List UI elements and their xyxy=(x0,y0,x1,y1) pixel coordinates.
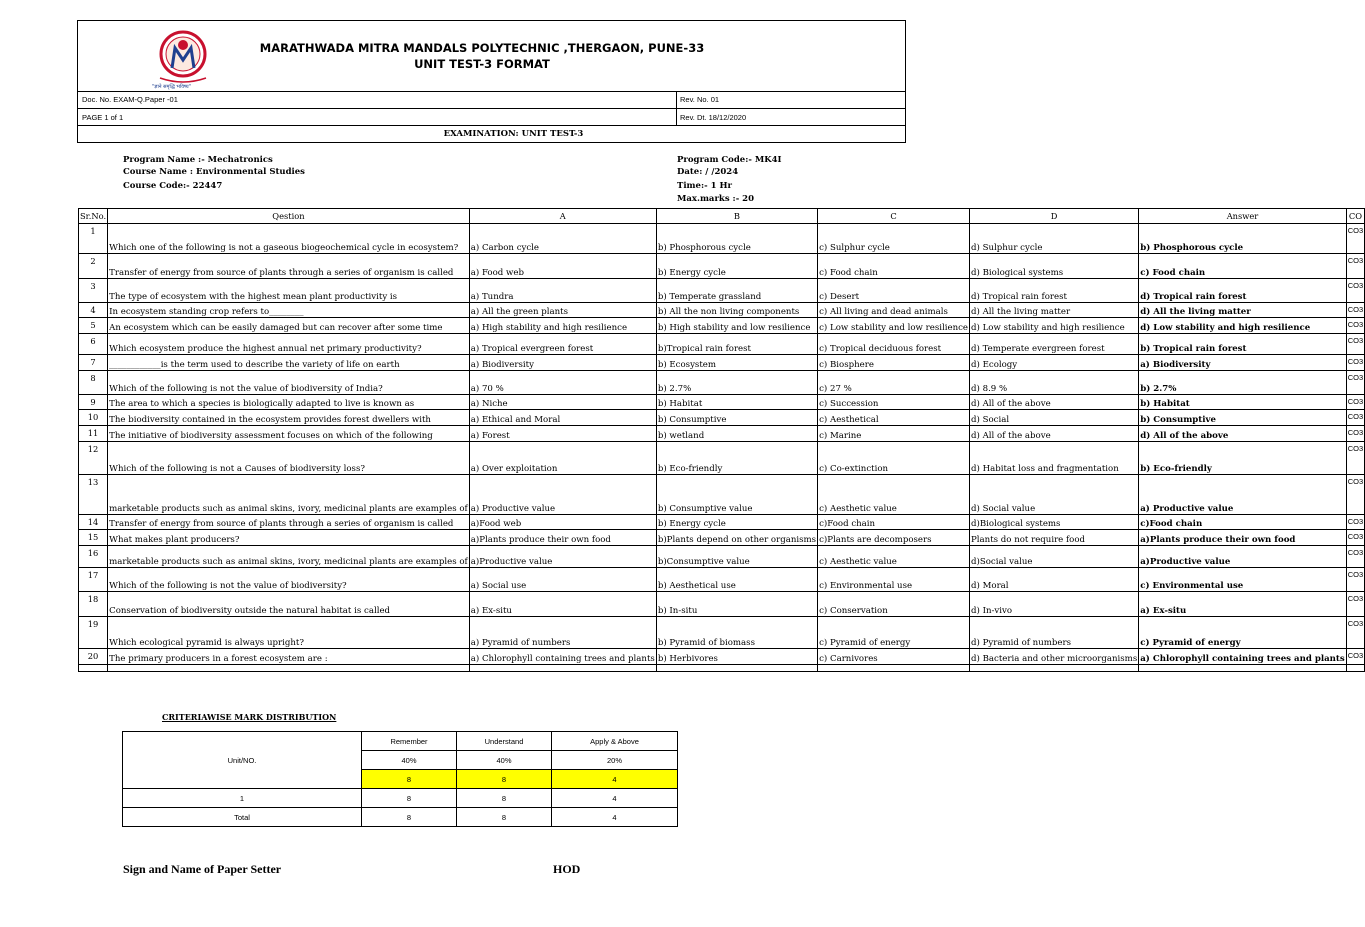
table-row xyxy=(79,426,1365,442)
question-number: 8 xyxy=(79,371,108,395)
answer: b) Consumptive xyxy=(1139,410,1347,426)
total-understand: 8 xyxy=(457,808,552,827)
answer: b) Habitat xyxy=(1139,395,1347,410)
revision-number: Rev. No. 01 xyxy=(680,95,720,104)
total-label: Total xyxy=(123,808,362,827)
option-b: b) wetland xyxy=(656,426,817,442)
question-number: 4 xyxy=(79,303,108,318)
question-text: Which of the following is not the value of biodiversity of India? xyxy=(108,371,470,395)
option-b: b) Phosphorous cycle xyxy=(656,224,817,254)
header-divider-1 xyxy=(77,91,906,92)
option-b: b) Ecosystem xyxy=(656,355,817,371)
table-row xyxy=(79,649,1365,665)
table-row xyxy=(79,410,1365,426)
institute-name: MARATHWADA MITRA MANDALS POLYTECHNIC ,THERGAON, PUNE-33 xyxy=(259,41,705,55)
hod-signature-label: HOD xyxy=(553,862,581,876)
option-d: d) All of the above xyxy=(970,426,1139,442)
course-outcome: CO3 xyxy=(1346,303,1364,318)
option-d: d)Social value xyxy=(970,546,1139,568)
header-divider-3 xyxy=(77,125,906,126)
option-a: a) High stability and high resilience xyxy=(469,318,656,334)
criteria-header-row xyxy=(123,732,678,751)
table-row xyxy=(79,303,1365,318)
option-c: c) Pyramid of energy xyxy=(818,617,970,649)
question-number: 11 xyxy=(79,426,108,442)
option-d: d) Habitat loss and fragmentation xyxy=(970,442,1139,475)
exam-time: Time:- 1 Hr xyxy=(677,181,732,191)
table-row xyxy=(79,279,1365,303)
option-a: a)Plants produce their own food xyxy=(469,530,656,546)
option-a: a) Tropical evergreen forest xyxy=(469,334,656,355)
question-text: In ecosystem standing crop refers to________ xyxy=(108,303,470,318)
question-number: 16 xyxy=(79,546,108,568)
option-b: b) Aesthetical use xyxy=(656,568,817,592)
option-d: d)Biological systems xyxy=(970,515,1139,530)
answer: a) Ex-situ xyxy=(1139,592,1347,617)
table-row xyxy=(79,254,1365,279)
option-a: a)Food web xyxy=(469,515,656,530)
course-outcome: CO3 xyxy=(1346,426,1364,442)
format-title: UNIT TEST-3 FORMAT xyxy=(414,57,550,71)
course-outcome: CO3 xyxy=(1346,254,1364,279)
option-a: a) Over exploitation xyxy=(469,442,656,475)
option-b: b) Herbivores xyxy=(656,649,817,665)
question-number: 20 xyxy=(79,649,108,665)
option-b: b) All the non living components xyxy=(656,303,817,318)
paper-setter-signature-label: Sign and Name of Paper Setter xyxy=(123,862,282,876)
option-b: b) 2.7% xyxy=(656,371,817,395)
table-row xyxy=(79,617,1365,649)
page-number: PAGE 1 of 1 xyxy=(82,113,124,122)
answer: b) 2.7% xyxy=(1139,371,1347,395)
option-b: b)Tropical rain forest xyxy=(656,334,817,355)
option-d: d) Sulphur cycle xyxy=(970,224,1139,254)
option-a: a) Food web xyxy=(469,254,656,279)
option-b: b) Eco-friendly xyxy=(656,442,817,475)
answer: d) Low stability and high resilience xyxy=(1139,318,1347,334)
question-text: ____________is the term used to describe the variety of life on earth xyxy=(108,355,470,371)
question-number: 15 xyxy=(79,530,108,546)
question-text: Transfer of energy from source of plants through a series of organism is called xyxy=(108,254,470,279)
course-name: Course Name : Environmental Studies xyxy=(123,167,305,177)
unit-remember: 8 xyxy=(362,789,457,808)
question-text: The primary producers in a forest ecosystem are : xyxy=(108,649,470,665)
course-outcome: CO3 xyxy=(1346,568,1364,592)
question-number: 14 xyxy=(79,515,108,530)
question-text: Transfer of energy from source of plants through a series of organism is called xyxy=(108,515,470,530)
option-b: b) High stability and low resilience xyxy=(656,318,817,334)
header-sr-no: Sr.No. xyxy=(79,209,108,224)
option-c: c) 27 % xyxy=(818,371,970,395)
option-b: b) Consumptive value xyxy=(656,475,817,515)
course-outcome: CO3 xyxy=(1346,515,1364,530)
option-c: c)Food chain xyxy=(818,515,970,530)
option-c: c) Biosphere xyxy=(818,355,970,371)
option-c: c) Tropical deciduous forest xyxy=(818,334,970,355)
option-a: a) Tundra xyxy=(469,279,656,303)
program-name: Program Name :- Mechatronics xyxy=(123,155,273,165)
option-b: b) Temperate grassland xyxy=(656,279,817,303)
option-d: d) Moral xyxy=(970,568,1139,592)
criteria-unit-row xyxy=(123,789,678,808)
revision-date: Rev. Dt. 18/12/2020 xyxy=(680,113,747,122)
table-header-row xyxy=(79,209,1365,224)
question-table xyxy=(78,208,1365,672)
course-outcome: CO3 xyxy=(1346,410,1364,426)
table-row xyxy=(79,568,1365,592)
course-outcome: CO3 xyxy=(1346,530,1364,546)
course-outcome: CO3 xyxy=(1346,355,1364,371)
course-outcome: CO3 xyxy=(1346,617,1364,649)
col-remember: Remember xyxy=(362,732,457,751)
question-number: 19 xyxy=(79,617,108,649)
option-b: b) Consumptive xyxy=(656,410,817,426)
answer: d) All of the above xyxy=(1139,426,1347,442)
question-text: The initiative of biodiversity assessment focuses on which of the following xyxy=(108,426,470,442)
option-d: d) Social value xyxy=(970,475,1139,515)
option-a: a) Carbon cycle xyxy=(469,224,656,254)
question-text: What makes plant producers? xyxy=(108,530,470,546)
col-understand: Understand xyxy=(457,732,552,751)
marks-understand: 8 xyxy=(457,770,552,789)
table-row xyxy=(79,355,1365,371)
col-apply: Apply & Above xyxy=(552,732,678,751)
unit-understand: 8 xyxy=(457,789,552,808)
table-row xyxy=(79,592,1365,617)
exam-title: EXAMINATION: UNIT TEST-3 xyxy=(443,129,584,139)
option-c: c) Co-extinction xyxy=(818,442,970,475)
table-row xyxy=(79,442,1365,475)
option-c: c)Plants are decomposers xyxy=(818,530,970,546)
question-number: 17 xyxy=(79,568,108,592)
table-row xyxy=(79,318,1365,334)
course-outcome: CO3 xyxy=(1346,371,1364,395)
option-c: c) Aesthetical xyxy=(818,410,970,426)
header-option-b: B xyxy=(656,209,817,224)
exam-date: Date: / /2024 xyxy=(677,167,739,177)
course-outcome: CO3 xyxy=(1346,592,1364,617)
answer: d) All the living matter xyxy=(1139,303,1347,318)
blank-cell xyxy=(108,665,470,672)
option-d: d) Low stability and high resilience xyxy=(970,318,1139,334)
question-number: 3 xyxy=(79,279,108,303)
criteria-table xyxy=(122,731,678,827)
table-row xyxy=(79,546,1365,568)
option-c: c) Conservation xyxy=(818,592,970,617)
option-a: a) Biodiversity xyxy=(469,355,656,371)
question-text: Which ecological pyramid is always upright? xyxy=(108,617,470,649)
option-d: d) Tropical rain forest xyxy=(970,279,1139,303)
question-number: 13 xyxy=(79,475,108,515)
question-text: Which of the following is not a Causes of biodiversity loss? xyxy=(108,442,470,475)
answer: c) Food chain xyxy=(1139,254,1347,279)
answer: a)Plants produce their own food xyxy=(1139,530,1347,546)
table-row xyxy=(79,371,1365,395)
total-apply: 4 xyxy=(552,808,678,827)
answer: c) Environmental use xyxy=(1139,568,1347,592)
option-a: a) Pyramid of numbers xyxy=(469,617,656,649)
table-row xyxy=(79,334,1365,355)
percent-remember: 40% xyxy=(362,751,457,770)
question-text: Conservation of biodiversity outside the natural habitat is called xyxy=(108,592,470,617)
course-outcome: CO3 xyxy=(1346,649,1364,665)
question-number: 9 xyxy=(79,395,108,410)
blank-cell xyxy=(656,665,817,672)
question-text: Which of the following is not the value of biodiversity? xyxy=(108,568,470,592)
option-a: a) Social use xyxy=(469,568,656,592)
option-c: c) Food chain xyxy=(818,254,970,279)
answer: c)Food chain xyxy=(1139,515,1347,530)
answer: b) Eco-friendly xyxy=(1139,442,1347,475)
answer: d) Tropical rain forest xyxy=(1139,279,1347,303)
course-code: Course Code:- 22447 xyxy=(123,181,223,191)
option-a: a) All the green plants xyxy=(469,303,656,318)
option-c: c) Marine xyxy=(818,426,970,442)
course-outcome: CO3 xyxy=(1346,475,1364,515)
course-outcome: CO3 xyxy=(1346,334,1364,355)
blank-cell xyxy=(469,665,656,672)
header-question: Qestion xyxy=(108,209,470,224)
table-row xyxy=(79,475,1365,515)
answer: a) Productive value xyxy=(1139,475,1347,515)
question-number: 7 xyxy=(79,355,108,371)
option-a: a)Productive value xyxy=(469,546,656,568)
option-a: a) Productive value xyxy=(469,475,656,515)
option-c: c) All living and dead animals xyxy=(818,303,970,318)
option-b: b)Plants depend on other organisms xyxy=(656,530,817,546)
course-outcome: CO3 xyxy=(1346,279,1364,303)
table-row xyxy=(79,224,1365,254)
unit-number: 1 xyxy=(123,789,362,808)
option-a: a) Forest xyxy=(469,426,656,442)
header-divider-2 xyxy=(77,108,906,109)
marks-apply: 4 xyxy=(552,770,678,789)
unit-apply: 4 xyxy=(552,789,678,808)
option-d: d) Ecology xyxy=(970,355,1139,371)
question-text: marketable products such as animal skins, ivory, medicinal plants are examples of xyxy=(108,546,470,568)
option-c: c) Aesthetic value xyxy=(818,475,970,515)
option-d: d) Biological systems xyxy=(970,254,1139,279)
option-d: Plants do not require food xyxy=(970,530,1139,546)
answer: a) Biodiversity xyxy=(1139,355,1347,371)
question-number: 2 xyxy=(79,254,108,279)
course-outcome: CO3 xyxy=(1346,395,1364,410)
option-c: c) Low stability and low resilience xyxy=(818,318,970,334)
criteria-title: CRITERIAWISE MARK DISTRIBUTION xyxy=(162,712,337,722)
option-d: d) All the living matter xyxy=(970,303,1139,318)
option-d: d) Temperate evergreen forest xyxy=(970,334,1139,355)
blank-cell xyxy=(970,665,1139,672)
option-a: a) Ethical and Moral xyxy=(469,410,656,426)
logo-motto: "ज्ञाने समृद्धि भविष्य" xyxy=(152,84,191,90)
option-d: d) Pyramid of numbers xyxy=(970,617,1139,649)
blank-cell xyxy=(818,665,970,672)
table-row xyxy=(79,395,1365,410)
option-c: c) Succession xyxy=(818,395,970,410)
doc-number: Doc. No. EXAM-Q.Paper -01 xyxy=(82,95,178,104)
option-b: b) Pyramid of biomass xyxy=(656,617,817,649)
course-outcome: CO3 xyxy=(1346,546,1364,568)
blank-cell xyxy=(79,665,108,672)
question-text: An ecosystem which can be easily damaged but can recover after some time xyxy=(108,318,470,334)
question-text: marketable products such as animal skins, ivory, medicinal plants are examples of xyxy=(108,475,470,515)
option-d: d) In-vivo xyxy=(970,592,1139,617)
header-col-divider xyxy=(676,91,677,125)
marks-remember: 8 xyxy=(362,770,457,789)
answer: a)Productive value xyxy=(1139,546,1347,568)
option-d: d) 8.9 % xyxy=(970,371,1139,395)
option-a: a) Ex-situ xyxy=(469,592,656,617)
table-row xyxy=(79,530,1365,546)
option-a: a) Niche xyxy=(469,395,656,410)
option-a: a) Chlorophyll containing trees and plants xyxy=(469,649,656,665)
answer: b) Phosphorous cycle xyxy=(1139,224,1347,254)
course-outcome: CO3 xyxy=(1346,442,1364,475)
header-option-a: A xyxy=(469,209,656,224)
option-b: b)Consumptive value xyxy=(656,546,817,568)
question-number: 6 xyxy=(79,334,108,355)
question-text: The biodiversity contained in the ecosystem provides forest dwellers with xyxy=(108,410,470,426)
option-c: c) Aesthetic value xyxy=(818,546,970,568)
header-answer: Answer xyxy=(1139,209,1347,224)
option-c: c) Environmental use xyxy=(818,568,970,592)
table-row-blank xyxy=(79,665,1365,672)
option-c: c) Sulphur cycle xyxy=(818,224,970,254)
table-row xyxy=(79,515,1365,530)
percent-understand: 40% xyxy=(457,751,552,770)
answer: a) Chlorophyll containing trees and plants xyxy=(1139,649,1347,665)
question-number: 10 xyxy=(79,410,108,426)
option-a: a) 70 % xyxy=(469,371,656,395)
program-code: Program Code:- MK4I xyxy=(677,155,782,165)
option-d: d) All of the above xyxy=(970,395,1139,410)
option-b: b) In-situ xyxy=(656,592,817,617)
option-c: c) Carnivores xyxy=(818,649,970,665)
max-marks: Max.marks :- 20 xyxy=(677,194,755,204)
header-option-c: C xyxy=(818,209,970,224)
answer: c) Pyramid of energy xyxy=(1139,617,1347,649)
option-c: c) Desert xyxy=(818,279,970,303)
question-text: Which ecosystem produce the highest annual net primary productivity? xyxy=(108,334,470,355)
total-remember: 8 xyxy=(362,808,457,827)
option-d: d) Bacteria and other microorganisms xyxy=(970,649,1139,665)
question-number: 18 xyxy=(79,592,108,617)
answer: b) Tropical rain forest xyxy=(1139,334,1347,355)
option-b: b) Energy cycle xyxy=(656,254,817,279)
question-text: Which one of the following is not a gaseous biogeochemical cycle in ecosystem? xyxy=(108,224,470,254)
question-number: 12 xyxy=(79,442,108,475)
percent-apply: 20% xyxy=(552,751,678,770)
question-text: The area to which a species is biologically adapted to live is known as xyxy=(108,395,470,410)
header-co: CO xyxy=(1346,209,1364,224)
header-option-d: D xyxy=(970,209,1139,224)
question-number: 5 xyxy=(79,318,108,334)
criteria-total-row xyxy=(123,808,678,827)
blank-cell xyxy=(1139,665,1347,672)
blank-cell xyxy=(1346,665,1364,672)
course-outcome: CO3 xyxy=(1346,224,1364,254)
option-b: b) Energy cycle xyxy=(656,515,817,530)
question-text: The type of ecosystem with the highest mean plant productivity is xyxy=(108,279,470,303)
course-outcome: CO3 xyxy=(1346,318,1364,334)
option-d: d) Social xyxy=(970,410,1139,426)
question-number: 1 xyxy=(79,224,108,254)
unit-label: Unit/NO. xyxy=(123,732,362,789)
option-b: b) Habitat xyxy=(656,395,817,410)
